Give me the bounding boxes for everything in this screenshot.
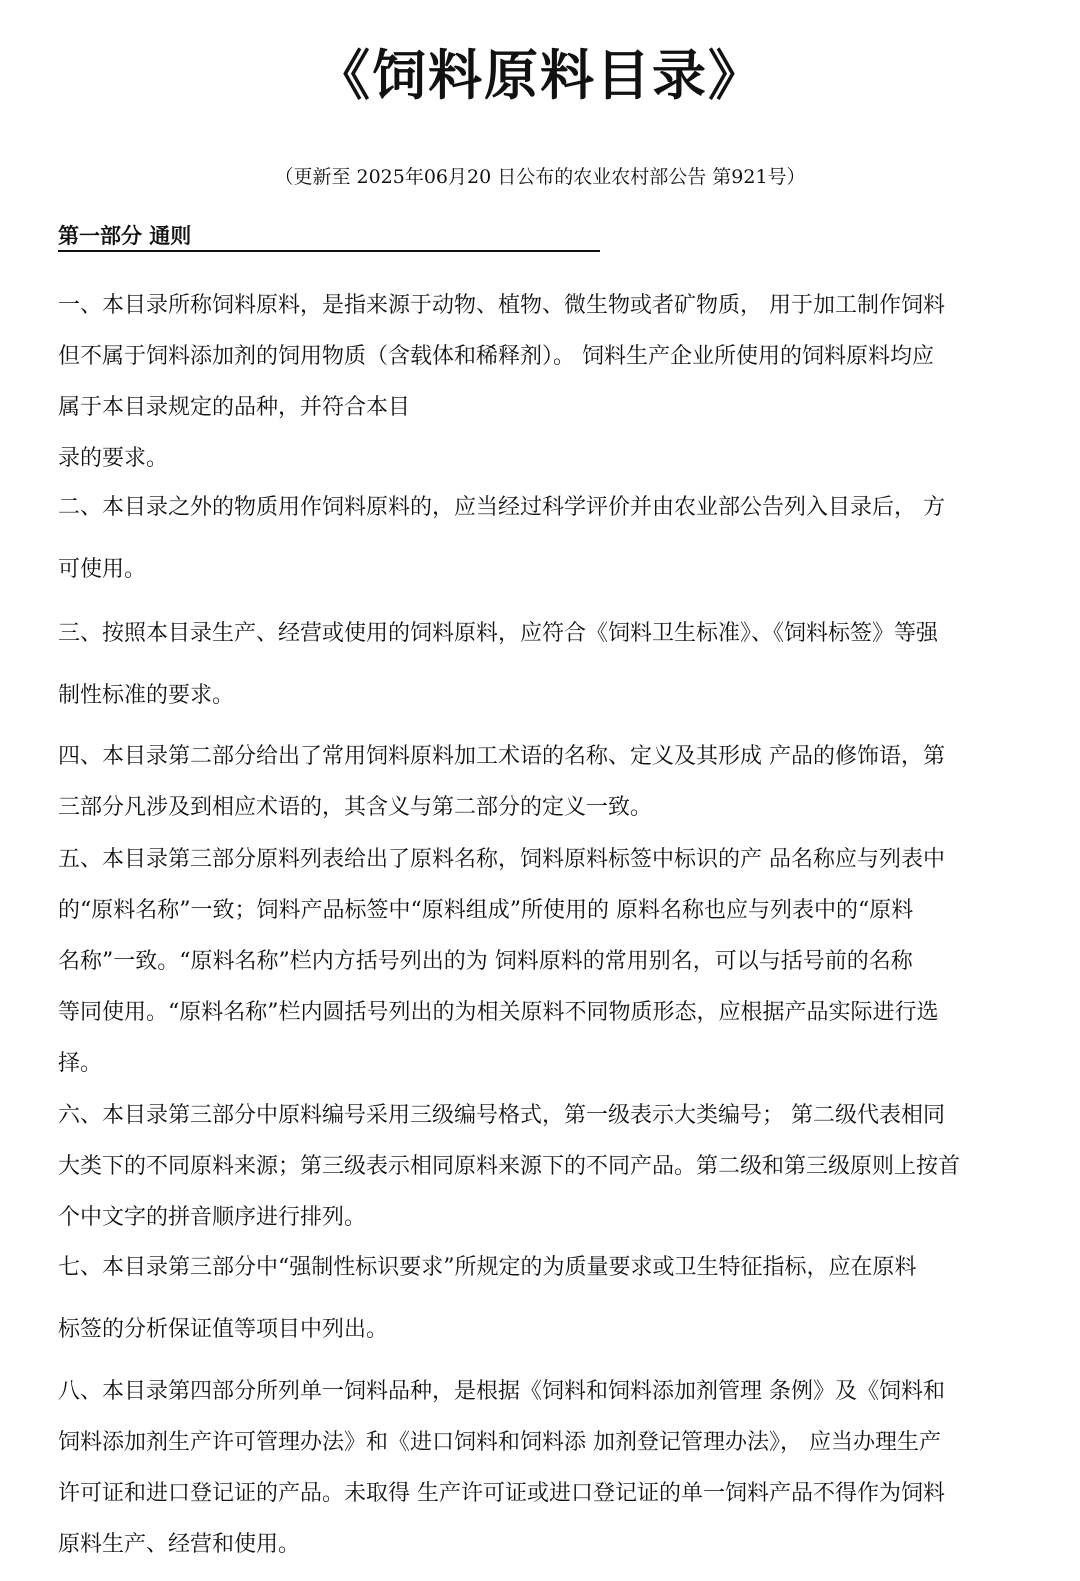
paragraph-line: 录的要求。: [58, 446, 169, 471]
paragraph-line: 一、本目录所称饲料原料，是指来源于动物、植物、微生物或者矿物质， 用于加工制作饲料: [58, 293, 945, 318]
paragraph-line: 二、本目录之外的物质用作饲料原料的，应当经过科学评价并由农业部公告列入目录后， 方: [58, 495, 945, 520]
section-heading-label: 第一部分 通则: [58, 224, 192, 248]
paragraph-line: 原料生产、经营和使用。: [58, 1532, 301, 1557]
paragraph-line: 许可证和进口登记证的产品。未取得 生产许可证或进口登记证的单一饲料产品不得作为饲料: [58, 1481, 945, 1506]
paragraph-line: 三、按照本目录生产、经营或使用的饲料原料，应符合《饲料卫生标准》、《饲料标签》等强: [58, 621, 939, 646]
paragraph-line: 可使用。: [58, 557, 147, 582]
paragraph-2: [58, 477, 1018, 601]
paragraph-line: 大类下的不同原料来源；第三级表示相同原料来源下的不同产品。第二级和第三级原则上按首: [58, 1154, 961, 1179]
paragraph-8: [58, 1366, 1018, 1570]
paragraph-line: 择。: [58, 1051, 103, 1076]
page-title: 《饲料原料目录》: [316, 44, 764, 107]
paragraph-line: 标签的分析保证值等项目中列出。: [58, 1317, 389, 1342]
paragraph-line: 制性标准的要求。: [58, 683, 235, 708]
paragraph-line: 五、本目录第三部分原料列表给出了原料名称，饲料原料标签中标识的产 品名称应与列表中: [58, 847, 945, 872]
paragraph-4: [58, 731, 1018, 833]
paragraph-7: [58, 1237, 1018, 1361]
paragraph-line: 四、本目录第二部分给出了常用饲料原料加工术语的名称、定义及其形成 产品的修饰语，第: [58, 744, 945, 769]
paragraph-line: 六、本目录第三部分中原料编号采用三级编号格式，第一级表示大类编号； 第二级代表相同: [58, 1103, 945, 1128]
section-heading: [58, 222, 600, 252]
paragraph-line: 的“原料名称”一致；饲料产品标签中“原料组成”所使用的 原料名称也应与列表中的“原料: [58, 898, 914, 923]
paragraph-line: 但不属于饲料添加剂的饲用物质（含载体和稀释剂）。 饲料生产企业所使用的饲料原料均应: [58, 344, 934, 369]
paragraph-line: 饲料添加剂生产许可管理办法》和《进口饲料和饲料添 加剂登记管理办法》， 应当办理生产: [58, 1430, 941, 1455]
paragraph-line: 三部分凡涉及到相应术语的，其含义与第二部分的定义一致。: [58, 795, 653, 820]
paragraph-line: 七、本目录第三部分中“强制性标识要求”所规定的为质量要求或卫生特征指标，应在原料: [58, 1255, 917, 1280]
paragraph-5: [58, 834, 1018, 1089]
paragraph-3: [58, 603, 1018, 727]
paragraph-line: 个中文字的拼音顺序进行排列。: [58, 1205, 367, 1230]
paragraph-line: 属于本目录规定的品种，并符合本目: [58, 395, 411, 420]
paragraph-line: 名称”一致。“原料名称”栏内方括号列出的为 饲料原料的常用别名，可以与括号前的名称: [58, 949, 913, 974]
paragraph-line: 八、本目录第四部分所列单一饲料品种，是根据《饲料和饲料添加剂管理 条例》及《饲料和: [58, 1379, 945, 1404]
paragraph-1: [58, 280, 1018, 484]
paragraph-line: 等同使用。“原料名称”栏内圆括号列出的为相关原料不同物质形态，应根据产品实际进行选: [58, 1000, 939, 1025]
paragraph-6: [58, 1090, 1018, 1243]
page-subtitle: （更新至 2025年06月20 日公布的农业农村部公告 第921号）: [274, 166, 806, 188]
